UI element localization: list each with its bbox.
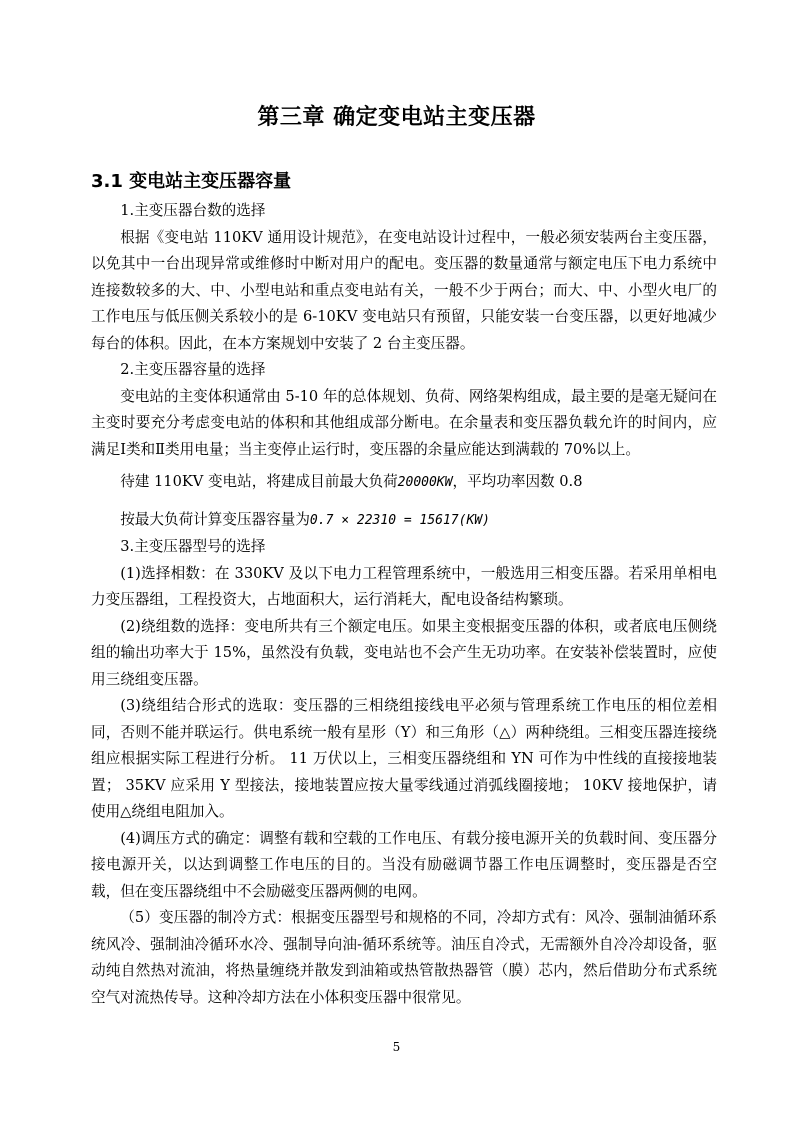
load-text: 待建 110KV 变电站，将建成目前最大负荷 bbox=[120, 473, 398, 490]
capacity-line bbox=[91, 507, 717, 535]
paragraph: 变电站的主变体积通常由 5-10 年的总体规划、负荷、网络架构组成，最主要的是毫无疑问在主变时要充分考虑变电站的体积和其他组成部分断电。在余量表和变压器负载允许的时间内，应满足Ⅰ类和Ⅱ类用电量；当主变停止运行时，变压器的余量应能达到满载的 70%以上。 bbox=[91, 387, 717, 458]
load-formula: 20000KW bbox=[397, 475, 453, 490]
paragraph: 根据《变电站 110KV 通用设计规范》，在变电站设计过程中，一般必须安装两台主变压器，以免其中一台出现异常或维修时中断对用户的配电。变压器的数量通常与额定电压下电力系统中连接数较多的大、中、小型电站和重点变电站有关，一般不少于两台；而大、中、小型火电厂的工作电压与低压侧关系较小的是 6-10KV 变电站只有预留，只能安装一台变压器，以更好地减少每台的体积。因此，在本方案规划中安装了 2 台主变压器。 bbox=[91, 228, 717, 352]
load-text-after: ，平均功率因数 0.8 bbox=[452, 473, 583, 490]
paragraph-subheading: 3.主变压器型号的选择 bbox=[120, 538, 266, 555]
chapter-title: 第三章 确定变电站主变压器 bbox=[257, 105, 536, 130]
paragraph: (2)绕组数的选择：变电所共有三个额定电压。如果主变根据变压器的体积，或者底电压侧绕组的输出功率大于 15%，虽然没有负载，变电站也不会产生无功功率。在安装补偿装置时，应使用三绕组变压器。 bbox=[91, 617, 717, 688]
capacity-text: 按最大负荷计算变压器容量为 bbox=[120, 510, 310, 528]
paragraph: (1)选择相数：在 330KV 及以下电力工程管理系统中，一般选用三相变压器。若采用单相电力变压器组，工程投资大，占地面积大，运行消耗大，配电设备结构繁琐。 bbox=[91, 564, 717, 608]
capacity-formula: 0.7 × 22310 = 15617(KW) bbox=[309, 512, 490, 528]
page-number: 5 bbox=[392, 1040, 401, 1054]
body-text bbox=[91, 198, 717, 1011]
paragraph: (3)绕组结合形式的选取：变压器的三相绕组接线电平必须与管理系统工作电压的相位差相同，否则不能并联运行。供电系统一般有星形（Y）和三角形（△）两种绕组。三相变压器连接绕组应根据实际工程进行分析。 11 万伏以上，三相变压器绕组和 YN 可作为中性线的直接接地装置； 35KV 应采用 Y 型接法，接地装置应按大量零线通过消弧线圈接地； 10KV 接地保护，请使用△绕组电阻加入。 bbox=[91, 697, 717, 820]
section-heading: 3.1 变电站主变压器容量 bbox=[91, 171, 292, 192]
paragraph: （5）变压器的制冷方式：根据变压器型号和规格的不同，冷却方式有：风冷、强制油循环系统风冷、强制油冷循环水冷、强制导向油-循环系统等。油压自冷式，无需额外自冷冷却设备，驱动纯自然热对流油，将热量缠绕并散发到油箱或热管散热器管（膜）芯内，然后借助分布式系统空气对流热传导。这种冷却方法在小体积变压器中很常见。 bbox=[91, 909, 717, 1006]
paragraph-subheading: 2.主变压器容量的选择 bbox=[120, 361, 266, 378]
load-line bbox=[91, 469, 717, 497]
paragraph: (4)调压方式的确定：调整有载和空载的工作电压、有载分接电源开关的负载时间、变压器分接电源开关，以达到调整工作电压的目的。当没有励磁调节器工作电压调整时，变压器是否空载，但在变压器绕组中不会励磁变压器两侧的电网。 bbox=[91, 829, 717, 900]
paragraph-subheading: 1.主变压器台数的选择 bbox=[120, 202, 266, 219]
